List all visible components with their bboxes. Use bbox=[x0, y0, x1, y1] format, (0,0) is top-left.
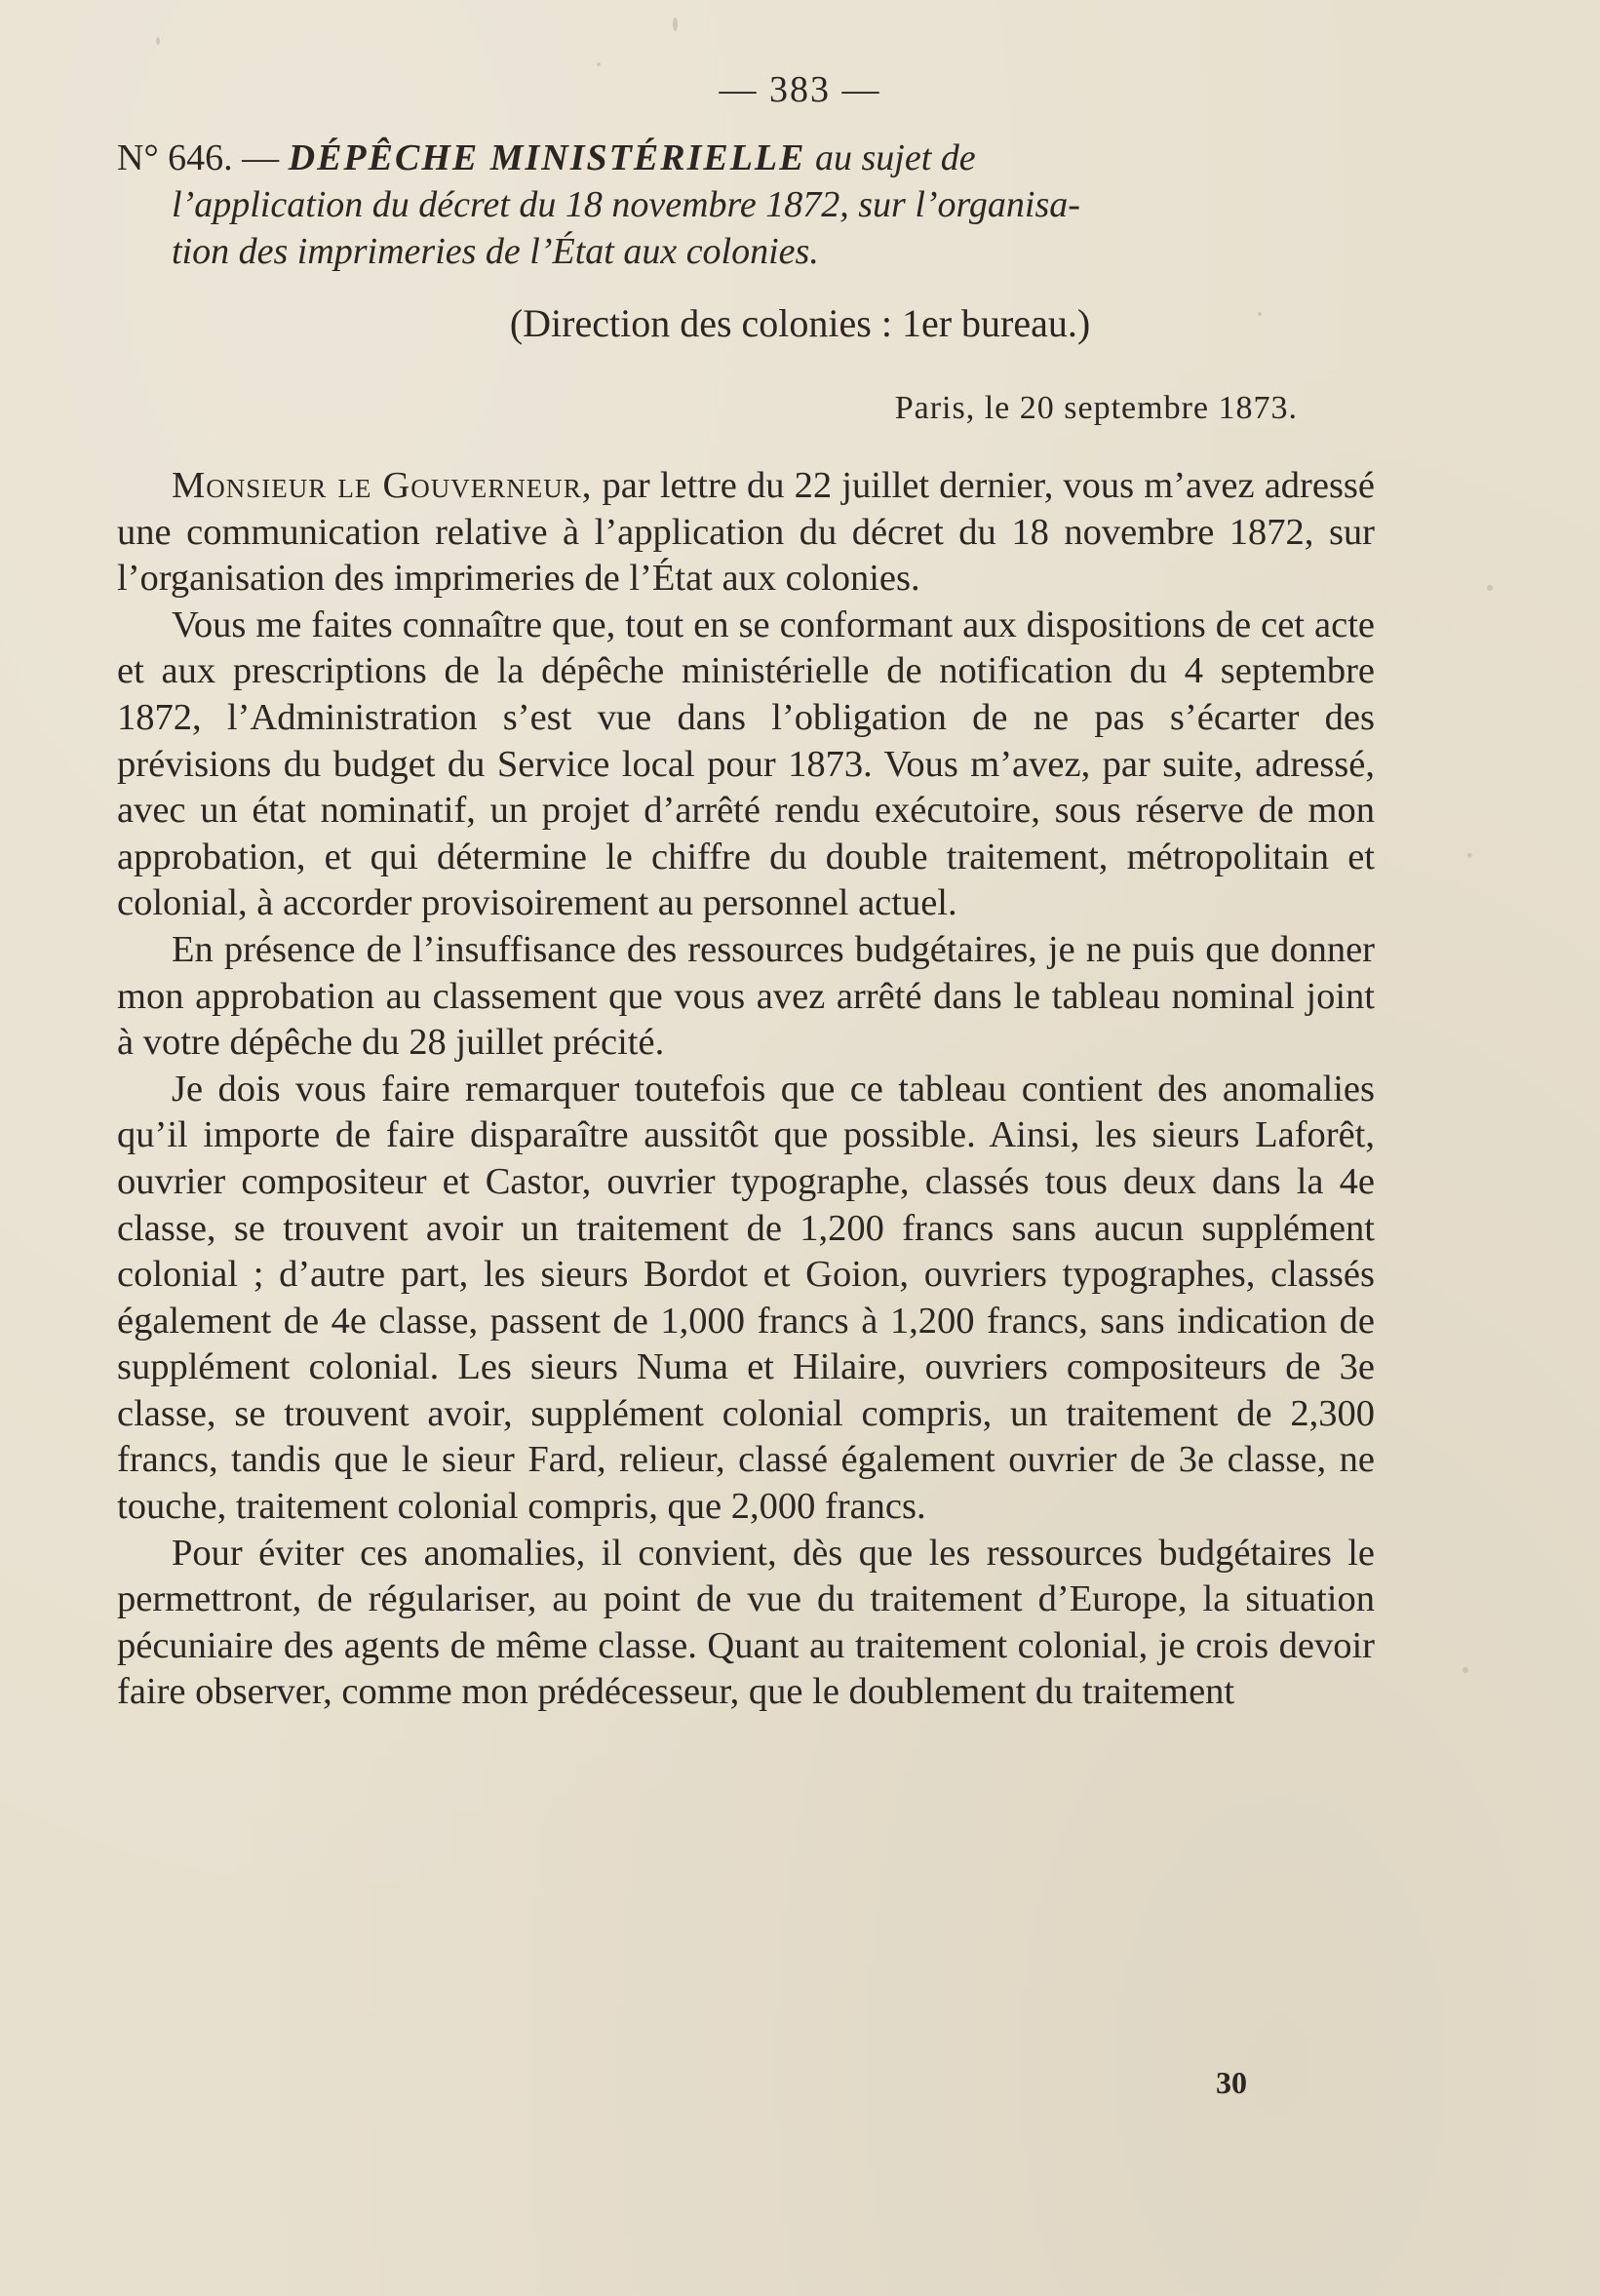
paragraph: Vous me faites connaître que, tout en se conformant aux dispositions de cet acte et aux prescriptions de la dépêche ministérielle de notification du 4 septembre 1872, l’Administration s’est vue dans l’obligation de ne pas s’écarter des prévisions du budget du Service local pour 1873. Vous m’avez, par suite, adressé, avec un état nominatif, un projet d’arrêté rendu exécutoire, sous réserve de mon approbation, et qui détermine le chiffre du double traitement, métropolitain et colonial, à accorder provisoirement au personnel actuel. bbox=[117, 603, 1375, 924]
issuing-direction: (Direction des colonies : 1er bureau.) bbox=[509, 301, 1091, 345]
paragraph: Pour éviter ces anomalies, il convient, dès que les ressources budgétaires le permettront, de régulariser, au point de vue du traitement d’Europe, la situation pécuniaire des agents de même classe. Quant au traitement colonial, je crois devoir faire observer, comme mon prédécesseur, que le doublement du traitement bbox=[117, 1532, 1375, 1713]
paragraph: Je dois vous faire remarquer toutefois que ce tableau contient des anomalies qu’il importe de faire disparaître aussitôt que possible. Ainsi, les sieurs Laforêt, ouvrier compositeur et Castor, ouvrier typographe, classés tous deux dans la 4e classe, se trouvent avoir un traitement de 1,200 francs sans aucun supplément colonial ; d’autre part, les sieurs Bordot et Goion, ouvriers typographes, classés également de 4e classe, passent de 1,000 francs à 1,200 francs, sans indication de supplément colonial. Les sieurs Numa et Hilaire, ouvriers compositeurs de 3e classe, se trouvent avoir, supplément colonial compris, un traitement de 2,300 francs, tandis que le sieur Fard, relieur, classé également ouvrier de 3e classe, ne touche, traitement colonial compris, que 2,000 francs. bbox=[117, 1068, 1375, 1528]
dateline: Paris, le 20 septembre 1873. bbox=[894, 390, 1298, 426]
page-number: — 383 — bbox=[719, 69, 881, 110]
document-subject-start: au sujet de bbox=[814, 137, 976, 178]
paragraph bbox=[117, 463, 1375, 603]
letter-body bbox=[117, 463, 1375, 1716]
document-subject-line: l’application du décret du 18 novembre 1872, sur l’organisa- bbox=[172, 184, 1080, 225]
paper-speck bbox=[673, 18, 678, 31]
paper-speck bbox=[597, 62, 601, 66]
document-title: DÉPÊCHE MINISTÉRIELLE bbox=[288, 137, 806, 178]
document-number: N° 646. — bbox=[117, 137, 280, 178]
paper-speck bbox=[1467, 853, 1472, 858]
salutation: Monsieur le Gouverneur, bbox=[172, 465, 593, 506]
paper-speck bbox=[1487, 585, 1493, 591]
document-heading bbox=[117, 135, 1385, 275]
paper-speck bbox=[156, 37, 160, 45]
document-subject-line: tion des imprimeries de l’État aux colonies. bbox=[172, 231, 819, 272]
paragraph-text: par lettre du 22 juillet dernier, vous m’avez adressé une communication relative à l’application du décret du 18 novembre 1872, sur l’organisation des imprimeries de l’État aux colonies. bbox=[117, 465, 1375, 600]
paper-speck bbox=[1463, 1667, 1468, 1673]
paragraph: En présence de l’insuffisance des ressources budgétaires, je ne puis que donner mon approbation au classement que vous avez arrêté dans le tableau nominal joint à votre dépêche du 28 juillet précité. bbox=[117, 928, 1375, 1064]
signature-mark: 30 bbox=[1216, 2065, 1247, 2100]
